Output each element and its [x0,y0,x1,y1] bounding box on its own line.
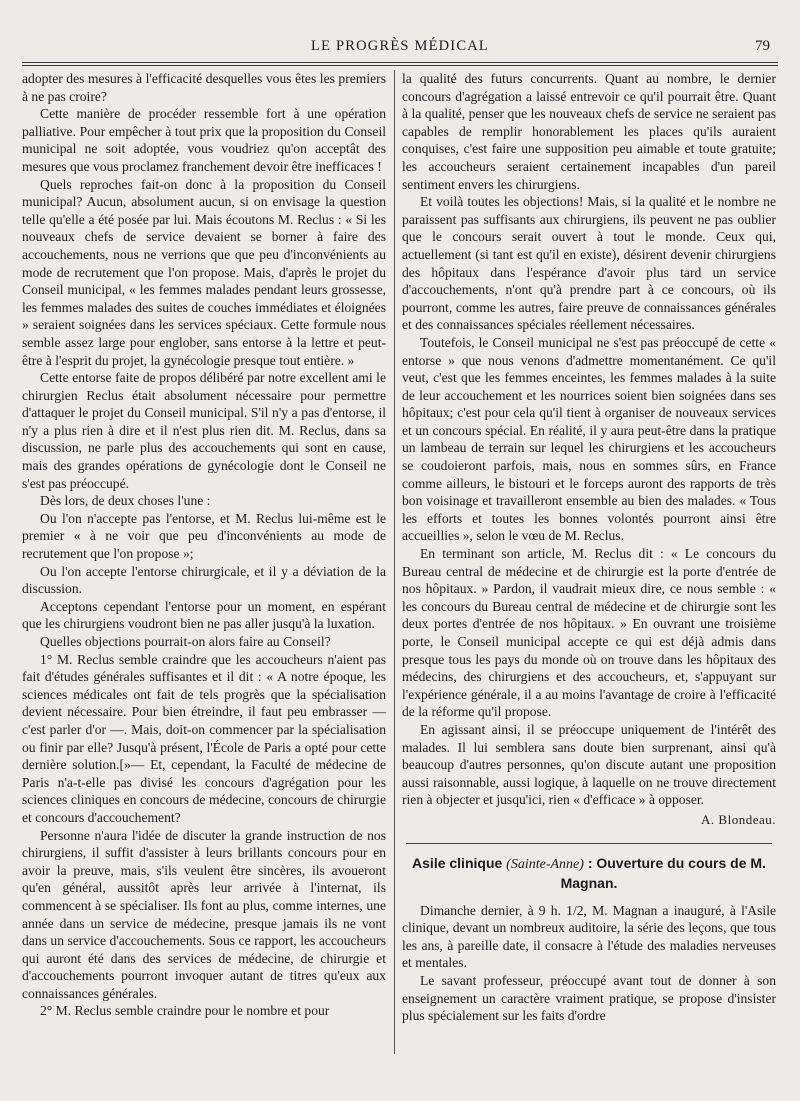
paragraph: 2° M. Reclus semble craindre pour le nombre et pour [40,1003,330,1019]
paragraph: Cette manière de procéder ressemble fort à une opération palliative. Pour empêcher à tout prix que la proposition du Conseil municipal ne soit adoptée, vous voudriez qu'on acceptât des mesures que vous proclamez franchement devoir être inefficaces ! [22,106,386,174]
paragraph: Quelles objections pourrait-on alors faire au Conseil? [40,634,331,649]
paragraph: Personne n'aura l'idée de discuter la grande instruction de nos chirurgiens, il suffit d'assister à leurs brillants concours pour en avoir la preuve, mais, s'ils veulent être sincères, ils avoueront qu'en général, aussitôt après leur arrivée à l'internat, ils commencent à se spécialiser. Ils font au plus, comme internes, une année dans un service de médecine, presque jamais ils ne vont dans un service d'accouchements. Sous ce rapport, les accoucheurs qui auront été dans des services de médecine, de chirurgie et d'accouchements pourront invoquer autant de titres qu'eux aux connaissances générales. [22,827,386,1001]
paragraph: 1° M. Reclus semble craindre que les accoucheurs n'aient pas fait d'études générales suffisantes et il dit : « A notre époque, les sciences médicales ont fait de tels progrès que la spécialisation devient nécessaire. Pour bien étreindre, il faut peu embrasser — c'est parler d'or —. Mais, doit-on commencer par la spécialisation ou finir par elle? Jusqu'à présent, l'École de Paris a opté pour cette dernière solution.[»— Et, cependant, la Faculté de médecine de Paris n'a-t-elle pas divisé les concours d'agrégation pour les sciences cliniques en concours de médecine, concours de chirurgie et concours d'accouchement? [22,651,386,825]
paragraph: En terminant son article, M. Reclus dit : « Le concours du Bureau central de médecine et de chirurgie est la porte d'entrée de nos hôpitaux. » Pardon, il vaudrait mieux dire, ce nous semble : « les concours du Bureau central de médecine et de chirurgie sont les deux portes d'entrée de nos hôpitaux. » En ouvrant une troisième porte, le Conseil municipal accepte ce qui est déjà admis dans presque tous les pays du monde où on trouve dans les hôpitaux des médecins, des chirurgiens et des accoucheurs, et, s'appuyant sur l'expérience générale, il a au moins l'avantage de croire à l'efficacité de la réforme qu'il propose. [402,546,776,720]
running-header [0,38,800,60]
paragraph: Toutefois, le Conseil municipal ne s'est pas préoccupé de cette « entorse » que nous venons d'admettre momentanément. Ce qu'il veut, c'est que les femmes enceintes, les femmes malades à la suite de leur accouchement et les nourrices soient bien soignées dans ses hôpitaux; c'est pour cela qu'il tient à organiser de nouveaux services et un concours spécial. En réalité, il y aura peut-être dans la pratique un lambeau de terrain sur lequel les chirurgiens et les accoucheurs se coudoieront parfois, mais, nous en sommes sûrs, en France comme ailleurs, le bistouri et le forceps auront des rapports de très bon voisinage et travailleront ensemble au bien des malades. « Tous les efforts et toutes les bonnes volontés pourront ainsi être accueillies », selon le vœu de M. Reclus. [402,334,776,544]
right-column [402,70,776,1025]
section-heading [402,854,776,892]
paragraph: Ou l'on accepte l'entorse chirurgicale, et il y a déviation de la discussion. [22,563,386,597]
paragraph: Le savant professeur, préoccupé avant tout de donner à son enseignement un caractère vraiment pratique, se propose d'insister plus spécialement sur les faits d'ordre [402,972,776,1024]
column-divider [394,70,395,1054]
paragraph: Et voilà toutes les objections! Mais, si la qualité et le nombre ne paraissent pas suffisants aux chirurgiens, ils peuvent ne pas oublier que le concours serait ouvert à tout le monde. Ceux qui, actuellement (si tant est qu'il en existe), désirent devenir chirurgiens des hôpitaux dans l'espérance d'avoir plus tard un service d'accouchements, n'ont qu'à prendre part à ce concours, où ils pourront, comme les autres, faire preuve de connaissances générales et des connaissances spéciales réellement nécessaires. [402,194,776,333]
paragraph: Dimanche dernier, à 9 h. 1/2, M. Magnan a inauguré, à l'Asile clinique, devant un nombreux auditoire, la série des leçons, que tous les ans, à pareille date, il consacre à l'étude des maladies nerveuses et mentales. [402,902,776,971]
paragraph: Dès lors, de deux choses l'une : [40,493,211,509]
paragraph: Acceptons cependant l'entorse pour un moment, en espérant que les chirurgiens voudront bien ne pas aller jusqu'à la luxation. [22,598,386,632]
heading-location: (Sainte-Anne) [506,856,584,872]
paragraph: Cette entorse faite de propos délibéré par notre excellent ami le chirurgien Reclus était absolument nécessaire pour permettre d'attaquer le projet du Conseil municipal. S'il n'y a pas d'entorse, il n'y a plus rien à dire et il n'est plus rien dit. M. Reclus, dans sa discussion, ne parle plus des accouchements qui sont en cause, mais des grandes opérations de gynécologie dont le Conseil ne s'est pas préoccupé. [22,370,386,491]
author-signature: A. Blondeau. [701,811,776,827]
journal-title: LE PROGRÈS MÉDICAL [311,38,489,54]
paragraph: En agissant ainsi, il se préoccupe uniquement de l'intérêt des malades. Il lui semblera sans doute bien surprenant, ainsi qu'à beaucoup d'autres personnes, qu'on discute autant une proposition aussi raisonnable, aussi logique, à laquelle on ne trouve directement rien à objecter et jusqu'ici, rien « d'efficace » à opposer. [402,721,776,808]
paragraph: la qualité des futurs concurrents. Quant au nombre, le dernier concours d'agrégation a laissé entrevoir ce qu'il pourrait être. Quant à la qualité, penser que les nouveaux chefs de service ne seraient pas capables de remplir honorablement les places qu'ils auraient conquises, c'est faire une supposition peu aimable et toute gratuite; les accoucheurs seraient certainement incapables d'un pareil sentiment envers les chirurgiens. [402,71,776,192]
paragraph: Quels reproches fait-on donc à la proposition du Conseil municipal? Aucun, absolument aucun, si on envisage la question telle qu'elle a été posée par lui. Mais écoutons M. Reclus : « Si les nouveaux chefs de service devaient se borner à faire des accouchements, nous ne verrions que que peu d'inconvénients au mode de recrutement que l'on propose. Mais, d'après le projet du Conseil municipal, « les femmes malades pendant leurs grossesse, les femmes malades des suites de couches immédiates et éloignées » seraient soignées dans les services spéciaux. Cette formule nous semble assez large pour englober, sans entorse à la lettre et peut-être à l'esprit du projet, la gynécologie presque tout entière. » [22,176,386,368]
heading-subtitle: : Ouverture du cours de M. Magnan. [560,854,766,891]
left-column [22,70,386,1020]
page-number: 79 [755,38,770,54]
paragraph: adopter des mesures à l'efficacité desquelles vous êtes les premiers à ne pas croire? [22,71,386,104]
heading-title: Asile clinique [412,854,503,871]
paragraph: Ou l'on n'accepte pas l'entorse, et M. Reclus lui-même est le premier « à ne voir que peu d'inconvénients au mode de recrutement que l'on propose »; [22,510,386,562]
section-separator [406,843,772,844]
header-rule-bottom [22,65,778,66]
header-rule-top [22,62,778,63]
